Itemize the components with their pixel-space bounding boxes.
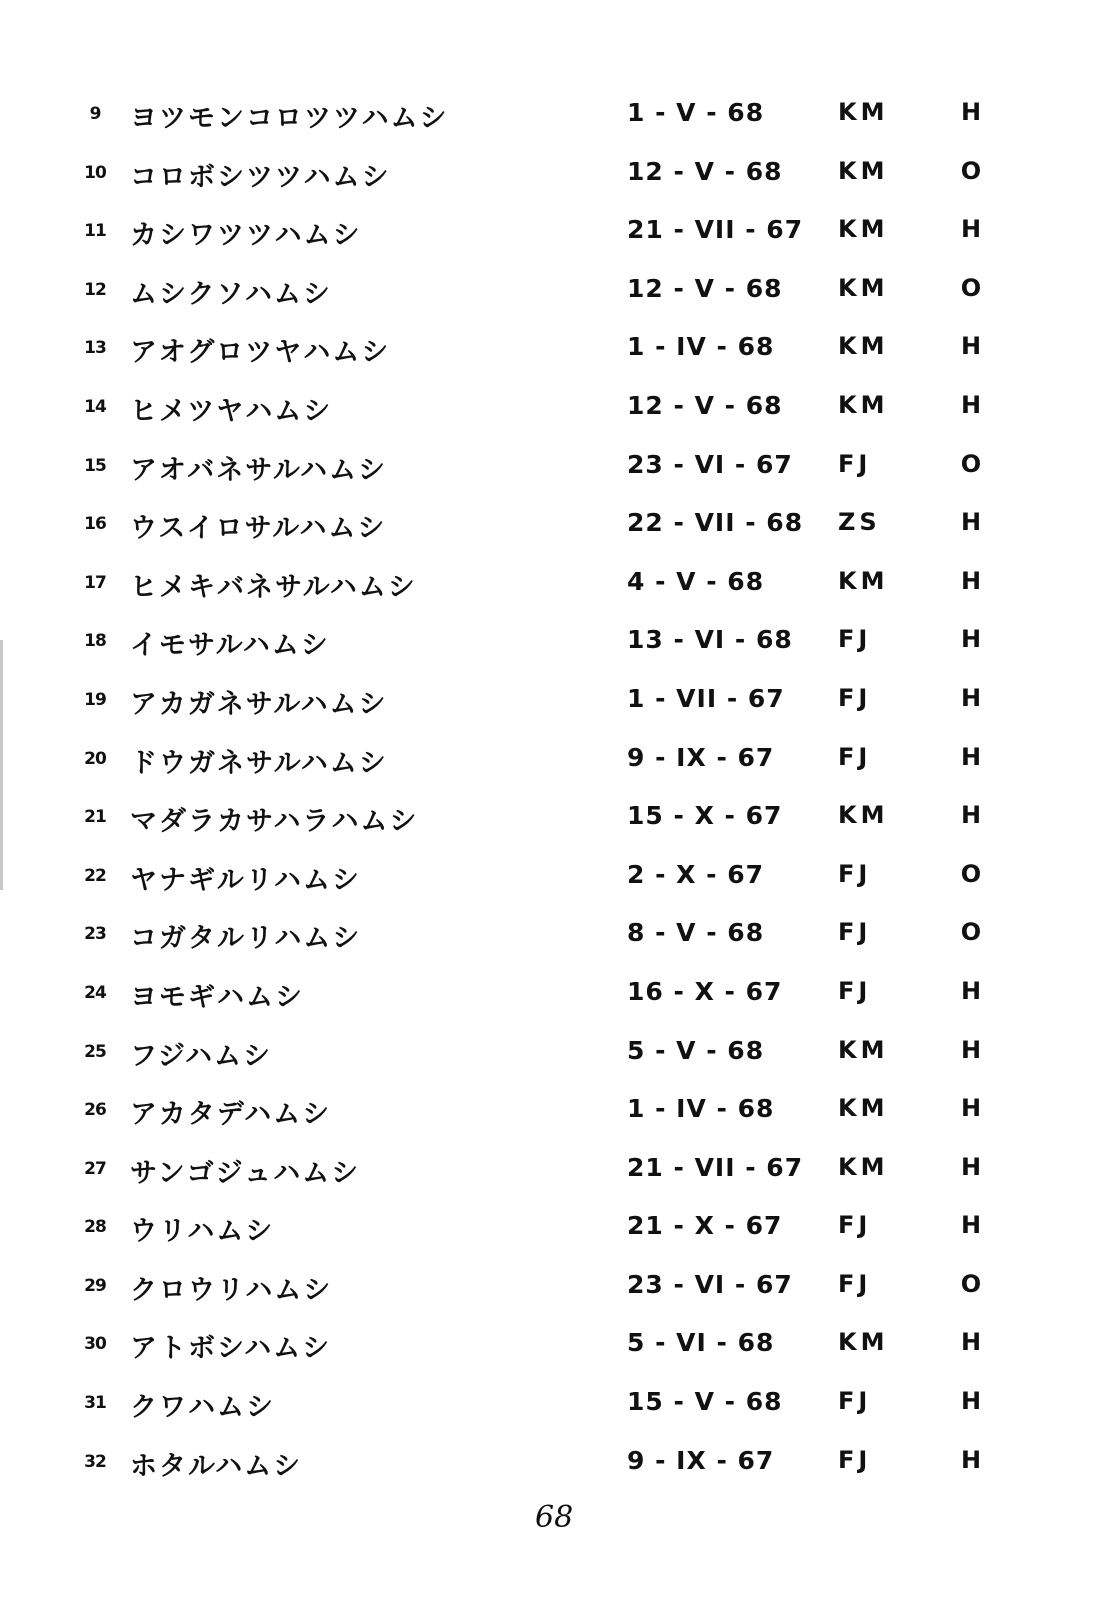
collection-date: 1 - VII - 67 [627, 683, 785, 713]
collector-code: KM [838, 156, 889, 185]
species-name: コロボシツツハムシ [130, 161, 391, 193]
status-code: H [960, 390, 982, 419]
status-code: H [960, 1094, 982, 1123]
collection-date: 1 - IV - 68 [627, 332, 775, 362]
list-item [72, 92, 1032, 151]
species-name: アカタデハムシ [130, 1099, 332, 1131]
entry-number: 25 [84, 1041, 106, 1062]
status-code: O [960, 918, 982, 947]
status-code: H [960, 801, 982, 830]
entry-number: 22 [84, 865, 106, 886]
entry-number: 18 [84, 631, 106, 652]
collector-code: KM [838, 1035, 889, 1064]
entry-number: 19 [84, 689, 106, 710]
collection-date: 12 - V - 68 [627, 390, 783, 420]
list-item [72, 619, 1032, 678]
list-item [72, 1205, 1032, 1264]
status-code: O [960, 449, 982, 478]
species-name: ドウガネサルハムシ [130, 747, 388, 779]
entry-number: 29 [84, 1275, 106, 1296]
collector-code: FJ [838, 918, 872, 947]
collector-code: KM [838, 273, 889, 302]
list-item [72, 385, 1032, 444]
collection-date: 5 - VI - 68 [627, 1328, 775, 1358]
list-item [72, 1088, 1032, 1147]
list-item [72, 795, 1032, 854]
status-code: O [960, 156, 982, 185]
species-name: ヒメツヤハムシ [130, 395, 333, 427]
species-name: マダラカサハラハムシ [130, 806, 419, 838]
collection-date: 2 - X - 67 [627, 859, 765, 889]
collection-date: 12 - V - 68 [627, 273, 783, 303]
collection-date: 22 - VII - 68 [627, 508, 804, 538]
collection-date: 15 - X - 67 [627, 801, 783, 831]
list-item [72, 326, 1032, 385]
species-name: ムシクソハムシ [130, 278, 332, 310]
list-item [72, 1440, 1032, 1499]
status-code: H [960, 215, 982, 244]
status-code: H [960, 976, 982, 1005]
list-item [72, 912, 1032, 971]
species-name: フジハムシ [130, 1040, 273, 1072]
status-code: O [960, 1269, 982, 1298]
species-name: カシワツツハムシ [130, 220, 362, 252]
list-item [72, 151, 1032, 210]
collection-date: 21 - VII - 67 [627, 215, 804, 245]
status-code: O [960, 273, 982, 302]
list-item [72, 1381, 1032, 1440]
status-code: H [960, 1211, 982, 1240]
collection-date: 16 - X - 67 [627, 976, 783, 1006]
species-name: ヨツモンコロツツハムシ [130, 103, 449, 134]
species-name: イモサルハムシ [130, 630, 330, 662]
collection-date: 5 - V - 68 [627, 1035, 765, 1065]
collector-code: KM [838, 215, 889, 244]
collector-code: FJ [838, 1445, 872, 1474]
collector-code: ZS [838, 508, 881, 537]
collector-code: KM [838, 1328, 889, 1357]
species-name: アオバネサルハムシ [130, 454, 387, 486]
collector-code: KM [838, 98, 889, 126]
entry-number: 20 [84, 748, 106, 769]
collector-code: FJ [838, 1269, 872, 1298]
collector-code: KM [838, 801, 889, 830]
species-name: クロウリハムシ [130, 1274, 333, 1306]
list-item [72, 678, 1032, 737]
species-name: アカガネサルハムシ [130, 688, 388, 720]
list-item [72, 268, 1032, 327]
collector-code: FJ [838, 859, 872, 888]
status-code: H [960, 1328, 982, 1357]
status-code: H [960, 1445, 982, 1474]
left-edge-mark [0, 640, 3, 890]
species-name: ホタルハムシ [130, 1450, 303, 1482]
collector-code: FJ [838, 449, 872, 478]
collection-date: 4 - V - 68 [627, 566, 765, 596]
entry-number: 12 [84, 279, 106, 300]
entry-number: 16 [84, 514, 106, 535]
species-name: ウスイロサルハムシ [130, 513, 387, 545]
collector-code: FJ [838, 683, 872, 712]
collector-code: KM [838, 390, 889, 419]
list-item [72, 209, 1032, 268]
list-item [72, 1147, 1032, 1206]
species-name: ヒメキバネサルハムシ [130, 571, 417, 603]
collection-date: 9 - IX - 67 [627, 1445, 775, 1475]
entry-number: 24 [84, 982, 106, 1003]
entry-number: 31 [84, 1393, 106, 1414]
collection-date: 21 - X - 67 [627, 1211, 783, 1241]
collection-date: 9 - IX - 67 [627, 742, 775, 772]
collection-date: 21 - VII - 67 [627, 1152, 804, 1182]
entry-number: 13 [84, 338, 106, 359]
list-item [72, 1264, 1032, 1323]
entry-number: 11 [84, 221, 106, 242]
entry-number: 28 [84, 1217, 106, 1238]
collector-code: KM [838, 566, 889, 595]
list-item [72, 502, 1032, 561]
collector-code: FJ [838, 1387, 872, 1416]
entry-number: 14 [84, 396, 106, 417]
entry-number: 23 [84, 924, 106, 945]
entry-number: 32 [84, 1451, 106, 1472]
collection-date: 13 - VI - 68 [627, 625, 793, 655]
collection-date: 1 - IV - 68 [627, 1094, 775, 1124]
status-code: H [960, 1387, 982, 1416]
collection-date: 1 - V - 68 [627, 98, 765, 127]
species-name: サンゴジュハムシ [130, 1157, 361, 1189]
status-code: H [960, 508, 982, 537]
status-code: H [960, 683, 982, 712]
collector-code: KM [838, 1152, 889, 1181]
list-item [72, 1030, 1032, 1089]
entry-number: 26 [84, 1100, 106, 1121]
entry-number: 15 [84, 455, 106, 476]
collector-code: FJ [838, 742, 872, 771]
species-list [72, 92, 1032, 1498]
collection-date: 15 - V - 68 [627, 1387, 783, 1417]
collection-date: 8 - V - 68 [627, 918, 765, 948]
collection-date: 23 - VI - 67 [627, 1269, 793, 1299]
species-name: ヨモギハムシ [130, 981, 304, 1013]
list-item [72, 971, 1032, 1030]
page-number: 68 [535, 1500, 574, 1535]
status-code: H [960, 98, 982, 126]
entry-number: 30 [84, 1334, 106, 1355]
species-name: アトボシハムシ [130, 1333, 332, 1365]
list-item [72, 561, 1032, 620]
collection-date: 12 - V - 68 [627, 156, 783, 186]
status-code: H [960, 742, 982, 771]
species-name: ウリハムシ [130, 1216, 275, 1248]
species-name: アオグロツヤハムシ [130, 337, 391, 369]
status-code: H [960, 1035, 982, 1064]
entry-number: 27 [84, 1158, 106, 1179]
status-code: H [960, 625, 982, 654]
collector-code: KM [838, 332, 889, 361]
status-code: H [960, 1152, 982, 1181]
entry-number: 17 [84, 572, 106, 593]
species-name: コガタルリハムシ [130, 923, 362, 955]
collector-code: FJ [838, 976, 872, 1005]
list-item [72, 737, 1032, 796]
species-name: クワハムシ [130, 1392, 275, 1424]
collector-code: FJ [838, 1211, 872, 1240]
collector-code: KM [838, 1094, 889, 1123]
status-code: O [960, 859, 982, 888]
status-code: H [960, 332, 982, 361]
list-item [72, 854, 1032, 913]
status-code: H [960, 566, 982, 595]
entry-number: 21 [84, 807, 106, 828]
entry-number: 9 [89, 104, 101, 124]
collection-date: 23 - VI - 67 [627, 449, 793, 479]
entry-number: 10 [84, 162, 106, 183]
collector-code: FJ [838, 625, 872, 654]
list-item [72, 1322, 1032, 1381]
species-name: ヤナギルリハムシ [130, 864, 361, 896]
list-item [72, 444, 1032, 503]
